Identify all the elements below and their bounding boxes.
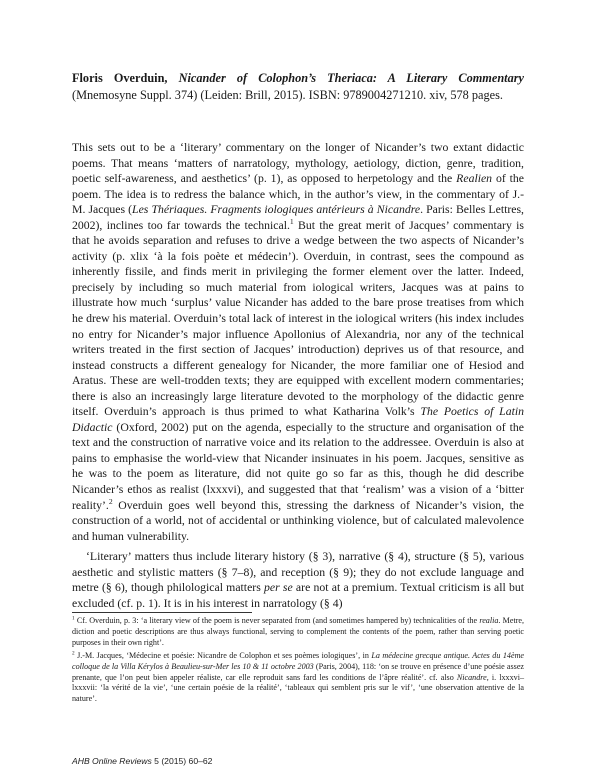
footnote-2-italic-proceedings: La médecine grecque antique. Actes du 14ème colloque de la Villa Kérylos à Beaulieu-sur-Mer les 10 & 11 octobre 2003 <box>72 650 525 671</box>
p2-text-b: are not at a premium. Textual criticism is all but excluded (cf. p. 1). It is in his interest in narratology (§ 4) <box>72 581 524 610</box>
journal-name: AHB Online Reviews <box>72 756 152 766</box>
p1-italic-jacques-title: Les Thériaques. Fragments iologiques antérieurs à Nicandre <box>132 203 421 217</box>
p2-italic-per-se: per se <box>264 581 293 595</box>
footnote-1-number: 1 <box>72 615 75 622</box>
p1-text-a: This sets out to be a ‘literary’ commentary on the longer of Nicander’s two extant didactic poems. That means ‘matters of narratology, mythology, aetiology, diction, genre, tradition, poetic self-awareness, and aesthetics’ (p. 1), as opposed to herpetology and the <box>72 141 524 186</box>
footnote-2-italic-nicandre: Nicandre <box>456 672 487 682</box>
footnote-1-text-b: . Metre, diction and poetic descriptions are thus always functional, serving to complement the contents of the poem, rather than serving poetic purposes in their own right’. <box>72 616 525 647</box>
footnotes <box>72 616 524 707</box>
footnote-divider <box>72 612 252 613</box>
paragraph-1 <box>72 140 524 544</box>
p1-text-f: Overduin goes well beyond this, stressing the darkness of Nicander’s vision, the construction of a world, not of accidental or unthinking violence, but of calculated malevolence and human vulnerability. <box>72 498 524 543</box>
p1-text-c: . Paris: Belles Lettres, 2002), inclines too far towards the technical. <box>72 203 524 232</box>
footnote-ref-2[interactable]: 2 <box>108 496 113 506</box>
journal-citation: 5 (2015) 60–62 <box>154 756 213 766</box>
p1-italic-volk-title: The Poetics of Latin Didactic <box>72 405 524 434</box>
page-content <box>72 70 524 611</box>
p1-text-d: But the great merit of Jacques’ commentary is that he avoids separation and refuses to drive a wedge between the two aspects of Nicander’s activity (p. xlix ‘à la fois poète et médecin’). Overduin, in contrast, sees the compound as inherently fissile, and finds merit in privileging the former element over the latter. Indeed, precisely by including so much material from iological writers, Jacques was at pains to illustrate how much ‘surplus’ value Nicander has added to the bare prose treatises from which he drew his material. Overduin’s total lack of interest in the iological writers (his index includes no entry for Nicander’s major influence Apollonius of Alexandria, nor any of the technical writers treated in the first section of Jacques’ introduction) deprives us of that resource, and instead constructs a different genealogy for Nicander, the more familiar one of Hesiod and Aratus. These are well-trodden texts; they are equipped with excellent modern commentaries; there is also an increasingly large literature devoted to the morphology of the didactic genre itself. Overduin’s approach is thus primed to what Katharina Volk’s <box>72 218 524 419</box>
p1-text-b: of the poem. The idea is to redress the balance which, in the author’s view, in the commentary of J.-M. Jacques ( <box>72 172 524 217</box>
footnote-2-number: 2 <box>72 650 75 657</box>
footnote-1-italic: realia <box>479 616 499 625</box>
book-title: Nicander of Colophon’s Theriaca: A Literary Commentary <box>178 71 524 85</box>
page-footer <box>72 756 212 766</box>
footnote-2-text-b: (Paris, 2004), 118: ‘on se trouve en présence d’une poésie assez prenante, que l’on peut bien appeler réaliste, car elle reproduit sans fard les conditions de l’âpre réalité’. cf. also <box>72 661 525 682</box>
p2-text-a: ‘Literary’ matters thus include literary history (§ 3), narrative (§ 4), structure (§ 5), various aesthetic and stylistic matters (§ 7–8), and reception (§ 9); they do not exclude language and metre (§ 6), though philological matters <box>72 550 524 595</box>
p1-italic-realien: Realien <box>456 172 493 186</box>
footnote-2 <box>72 651 524 706</box>
footnote-1 <box>72 616 524 649</box>
footnote-2-text-c: , i. lxxxvi–lxxxvii: ‘la vérité de la vie’, ‘une certain poésie de la réalité’, ‘tableaux qui semblent pris sur le vif’, ‘une observation attentive de la nature’. <box>72 672 524 704</box>
footnote-2-text-a: J.-M. Jacques, ‘Médecine et poésie: Nicandre de Colophon et ses poèmes iologiques’, in <box>74 650 372 660</box>
review-body <box>72 140 524 611</box>
footnote-1-text-a: Cf. Overduin, p. 3: ‘a literary view of the poem is never separated from (and sometimes hampered by) technicalities of the <box>74 616 480 625</box>
footnote-ref-1[interactable]: 1 <box>289 216 294 226</box>
p1-text-e: (Oxford, 2002) put on the agenda, especially to the structure and organisation of the text and the construction of narrative voice and its relation to the addressee. Overduin is also at pains to emphasise the world-view that Nicander insinuates in his poem. Jacques, sensitive as he was to the poem as literature, did not quite go so far as this, though he did describe Nicander’s ethos as realist (lxxxvi), and suggested that that ‘realism’ was a vision of a ‘bitter reality’. <box>72 420 524 512</box>
book-details: (Mnemosyne Suppl. 374) (Leiden: Brill, 2015). ISBN: 9789004271210. xiv, 578 pages. <box>72 88 503 102</box>
paragraph-2 <box>72 549 524 611</box>
review-author: Floris Overduin, <box>72 71 168 85</box>
review-heading <box>72 70 524 104</box>
